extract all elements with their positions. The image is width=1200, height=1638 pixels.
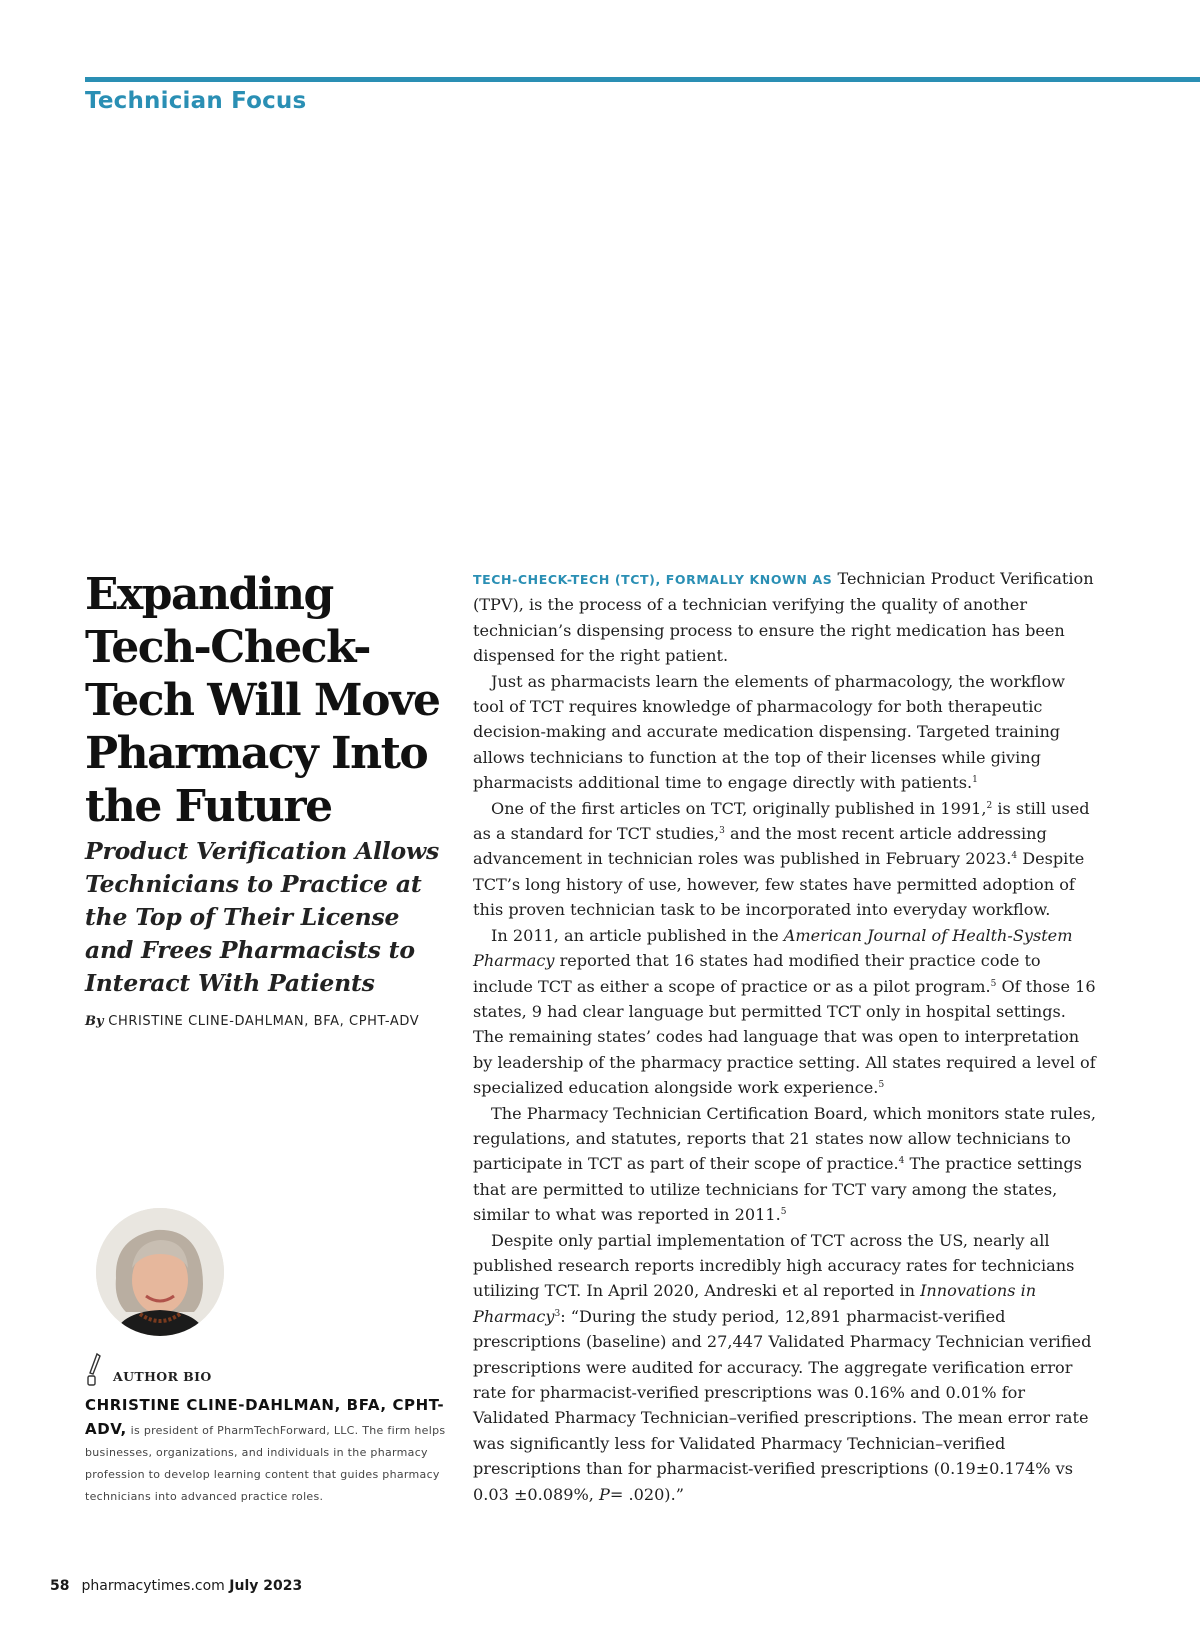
journal-title: American Journal of Health-System Pharmacy bbox=[473, 925, 1073, 971]
byline bbox=[85, 1014, 445, 1029]
reference-mark: 5 bbox=[990, 978, 997, 989]
body-text: The practice settings that are permitted to utilize technicians for TCT vary among the states, similar to what was reported in 2011. bbox=[473, 1154, 1082, 1225]
reference-mark: 5 bbox=[780, 1207, 787, 1218]
body-paragraph bbox=[473, 796, 1099, 923]
body-text: : “During the study period, 12,891 pharmacist-verified prescriptions (baseline) and 27,447 Validated Pharmacy Technician verified prescriptions were audited for accuracy. The aggregate verification error rate for pharmacist-verified prescriptions was 0.16% and 0.01% for Validated Pharmacy Technician–verified prescriptions. The mean error rate was significantly less for Validated Pharmacy Technician–verified prescriptions than for pharmacist-verified prescriptions (0.19±0.174% vs 0.03 ±0.089%, bbox=[473, 1306, 1092, 1504]
author-bio-description: is president of PharmTechForward, LLC. The firm helps businesses, organizations, and individuals in the pharmacy profession to develop learning content that guides pharmacy technicians into advanced practice roles. bbox=[85, 1424, 446, 1503]
author-photo bbox=[96, 1208, 224, 1336]
article-body bbox=[473, 566, 1099, 1507]
body-text: Despite only partial implementation of TCT across the US, nearly all published research reports incredibly high accuracy rates for technicians utilizing TCT. In April 2020, Andreski et al reported in bbox=[473, 1230, 1075, 1301]
reference-mark: 3 bbox=[719, 826, 725, 837]
byline-prefix: By bbox=[85, 1014, 104, 1029]
reference-mark: 1 bbox=[972, 775, 978, 786]
body-text: Of those 16 states, 9 had clear language but permitted TCT only in hospital settings. The remaining states’ codes had language that was open to interpretation by leadership of the pharmacy practice setting. All states required a level of specialized education alongside work experience. bbox=[473, 976, 1096, 1098]
reference-mark: 4 bbox=[898, 1156, 905, 1167]
body-paragraph bbox=[473, 669, 1099, 796]
reference-mark: 2 bbox=[986, 800, 993, 811]
body-text: Technician Product Verification (TPV), is the process of a technician verifying the quality of another technician’s dispensing process to ensure the right medication has been dispensed for the right patient. bbox=[473, 569, 1094, 666]
body-paragraph bbox=[473, 566, 1099, 669]
article-header bbox=[85, 568, 445, 1029]
body-text: is still used as a standard for TCT studies, bbox=[473, 798, 1090, 844]
article-dek: Product Verification Allows Technicians to Practice at the Top of Their License and Frees Pharmacists to Interact With Patients bbox=[85, 837, 440, 997]
body-paragraph bbox=[473, 1228, 1099, 1507]
footer-issue: July 2023 bbox=[229, 1578, 303, 1594]
author-bio-name: CHRISTINE CLINE-DAHLMAN, BFA, CPHT-ADV, bbox=[85, 1396, 445, 1438]
section-label: Technician Focus bbox=[85, 88, 307, 114]
body-text: and the most recent article addressing advancement in technician roles was published in February 2023. bbox=[473, 824, 1047, 869]
body-text: One of the first articles on TCT, originally published in 1991, bbox=[491, 798, 987, 818]
body-paragraph bbox=[473, 923, 1099, 1101]
p-value-symbol: P bbox=[599, 1484, 610, 1504]
body-text: In 2011, an article published in the bbox=[491, 925, 784, 945]
body-text: The Pharmacy Technician Certification Board, which monitors state rules, regulations, and statutes, reports that 21 states now allow technicians to participate in TCT as part of their scope of practice. bbox=[473, 1103, 1097, 1174]
body-text: reported that 16 states had modified their practice code to include TCT as either a scope of practice or as a pilot program. bbox=[473, 951, 1041, 996]
reference-mark: 5 bbox=[878, 1080, 885, 1091]
author-bio-label: AUTHOR BIO bbox=[113, 1369, 212, 1384]
author-bio bbox=[85, 1352, 447, 1508]
top-rule bbox=[85, 77, 1200, 82]
body-text: Just as pharmacists learn the elements of pharmacology, the workflow tool of TCT requires knowledge of pharmacology for both therapeutic decision-making and accurate medication dispensing. Targeted training allows technicians to function at the top of their licenses while giving pharmacists additional time to engage directly with patients. bbox=[473, 671, 1065, 793]
article-headline: Expanding Tech-Check-Tech Will Move Pharmacy Into the Future bbox=[85, 569, 440, 832]
author-bio-text bbox=[85, 1394, 447, 1508]
reference-mark: 4 bbox=[1011, 851, 1018, 862]
body-text: = .020).” bbox=[609, 1484, 684, 1504]
lead-in: TECH-CHECK-TECH (TCT), FORMALLY KNOWN AS bbox=[473, 572, 833, 587]
byline-author: CHRISTINE CLINE-DAHLMAN, BFA, CPHT-ADV bbox=[108, 1014, 420, 1029]
body-text: Despite TCT’s long history of use, however, few states have permitted adoption of this proven technician task to be incorporated into everyday workflow. bbox=[473, 849, 1085, 920]
footer-site: pharmacytimes.com bbox=[81, 1578, 225, 1594]
page-number: 58 bbox=[50, 1578, 70, 1594]
author-portrait-image bbox=[96, 1208, 224, 1336]
pen-icon bbox=[85, 1352, 103, 1386]
journal-title: Innovations in Pharmacy bbox=[473, 1281, 1037, 1326]
page-footer bbox=[50, 1578, 302, 1594]
reference-mark: 3 bbox=[554, 1308, 561, 1319]
author-bio-header bbox=[85, 1352, 447, 1386]
body-paragraph bbox=[473, 1101, 1099, 1228]
